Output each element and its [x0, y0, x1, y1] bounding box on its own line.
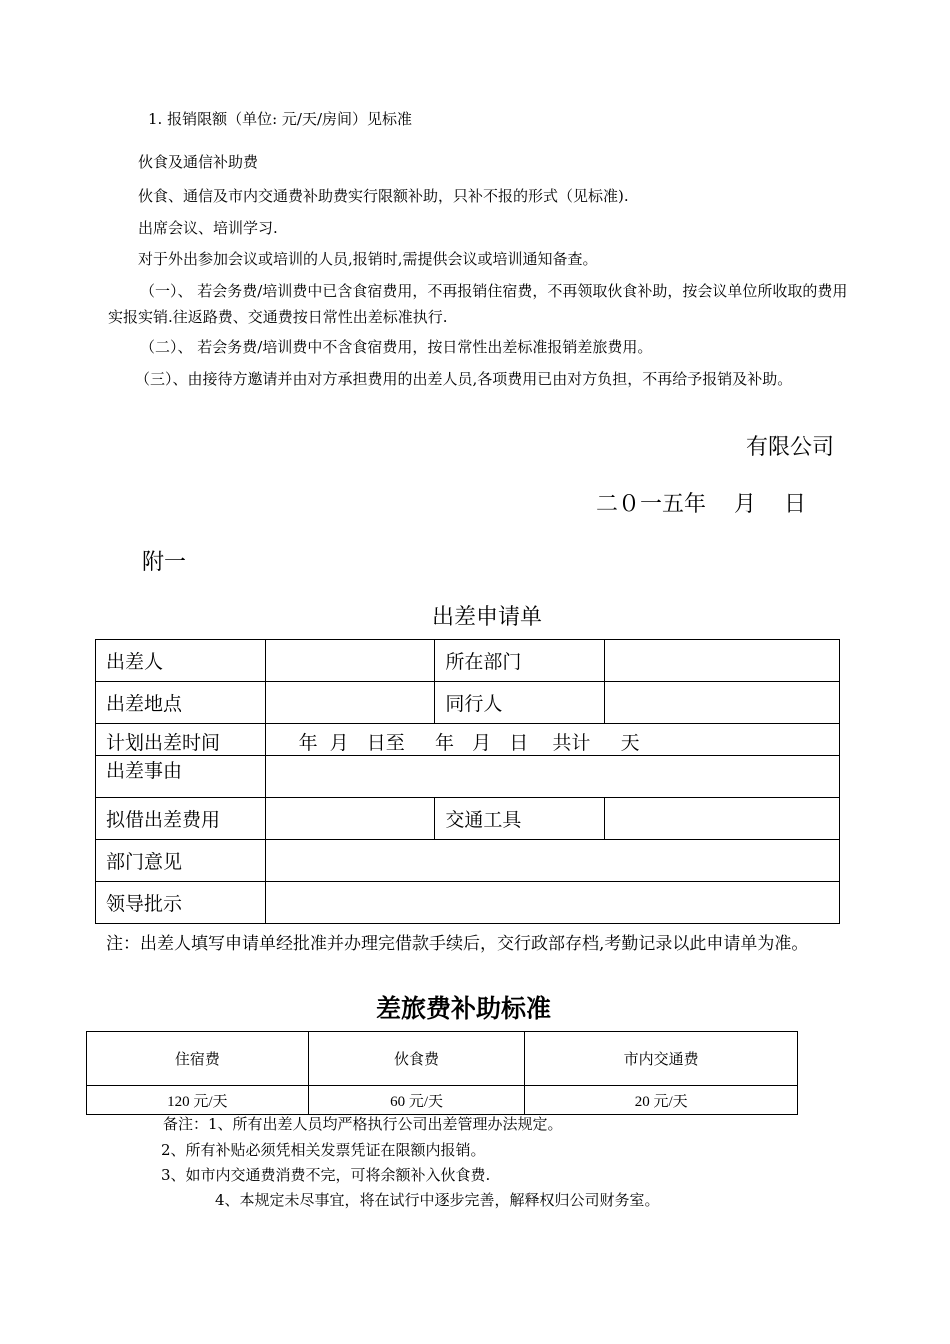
table-row — [87, 1086, 798, 1115]
table-row — [87, 1032, 798, 1086]
form-note: 注：出差人填写申请单经批准并办理完借款手续后，交行政部存档,考勤记录以此申请单为准。 — [106, 934, 809, 954]
destination-label: 出差地点 — [96, 682, 266, 724]
meeting-body: 对于外出参加会议或培训的人员,报销时,需提供会议或培训通知备查。 — [138, 250, 598, 268]
department-field[interactable] — [605, 640, 840, 682]
meal-header: 伙食费 — [308, 1032, 525, 1086]
clause-3: （三）、由接待方邀请并由对方承担费用的出差人员,各项费用已由对方负担，不再给予报销及补助。 — [135, 370, 793, 388]
leader-approval-field[interactable] — [265, 882, 839, 924]
advance-amount-label: 拟借出差费用 — [96, 798, 266, 840]
planned-time-field[interactable]: 年 月 日至 年 月 日 共计 天 — [265, 724, 839, 756]
travel-application-table — [95, 639, 840, 924]
planned-time-label: 计划出差时间 — [96, 724, 266, 756]
reason-label: 出差事由 — [96, 756, 266, 798]
companion-field[interactable] — [605, 682, 840, 724]
transport-label: 交通工具 — [435, 798, 605, 840]
local-transport-header: 市内交通费 — [525, 1032, 798, 1086]
clause-2: （二）、 若会务费/培训费中不含食宿费用，按日常性出差标准报销差旅费用。 — [140, 338, 653, 356]
reimbursement-limit-item: 1. 报销限额（单位: 元/天/房间）见标准 — [148, 110, 413, 128]
traveler-label: 出差人 — [96, 640, 266, 682]
transport-field[interactable] — [605, 798, 840, 840]
meal-subsidy-body: 伙食、通信及市内交通费补助费实行限额补助，只补不报的形式（见标准). — [138, 187, 629, 205]
remark-3: 3、如市内交通费消费不完，可将余额补入伙食费. — [161, 1166, 491, 1184]
remark-1: 备注：1、所有出差人员均严格执行公司出差管理办法规定。 — [163, 1115, 563, 1133]
leader-approval-label: 领导批示 — [96, 882, 266, 924]
meeting-heading: 出席会议、培训学习. — [138, 219, 278, 237]
department-label: 所在部门 — [435, 640, 605, 682]
standard-title: 差旅费补助标准 — [376, 994, 552, 1023]
meal-subsidy-heading: 伙食及通信补助费 — [138, 153, 259, 171]
reason-field[interactable] — [265, 756, 839, 798]
traveler-field[interactable] — [265, 640, 435, 682]
meal-value: 60 元/天 — [308, 1086, 525, 1115]
table-row — [96, 840, 840, 882]
lodging-header: 住宿费 — [87, 1032, 309, 1086]
department-opinion-field[interactable] — [265, 840, 839, 882]
companion-label: 同行人 — [435, 682, 605, 724]
clause-1: （一）、 若会务费/培训费中已含食宿费用，不再报销住宿费，不再领取伙食补助，按会议单位所收取的费用实报实销.往返路费、交通费按日常性出差标准执行. — [108, 282, 848, 326]
company-name: 有限公司 — [746, 435, 835, 460]
department-opinion-label: 部门意见 — [96, 840, 266, 882]
table-row — [96, 756, 840, 798]
table-row — [96, 882, 840, 924]
advance-amount-field[interactable] — [265, 798, 435, 840]
form-title: 出差申请单 — [432, 605, 543, 630]
attachment-label: 附一 — [142, 550, 187, 575]
local-transport-value: 20 元/天 — [525, 1086, 798, 1115]
remark-2: 2、所有补贴必须凭相关发票凭证在限额内报销。 — [161, 1141, 486, 1159]
table-row — [96, 640, 840, 682]
document-date: 二０一五年 月 日 — [596, 492, 806, 517]
table-row — [96, 682, 840, 724]
lodging-value: 120 元/天 — [87, 1086, 309, 1115]
subsidy-standard-table — [86, 1031, 798, 1115]
destination-field[interactable] — [265, 682, 435, 724]
table-row — [96, 798, 840, 840]
table-row — [96, 724, 840, 756]
remark-4: 4、本规定未尽事宜，将在试行中逐步完善，解释权归公司财务室。 — [215, 1191, 660, 1209]
